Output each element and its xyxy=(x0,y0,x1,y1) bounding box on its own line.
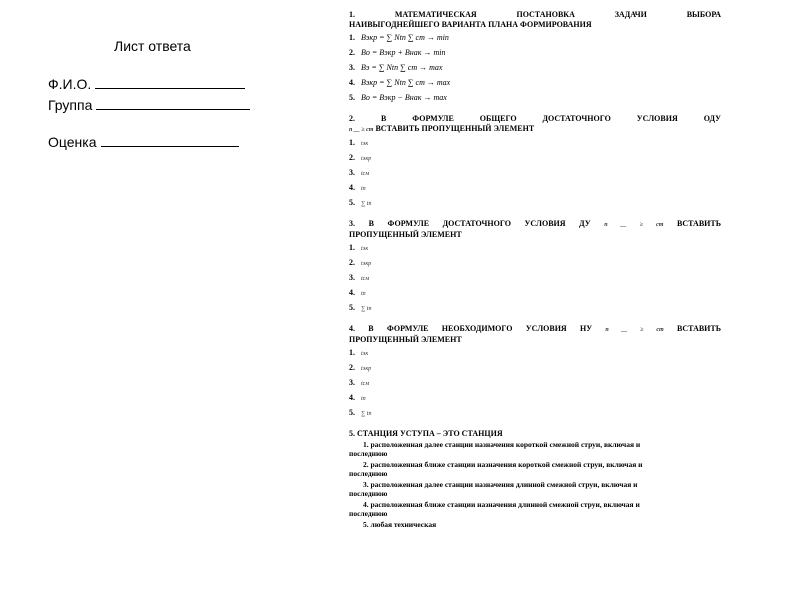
question-3 xyxy=(349,219,721,315)
answer-option[interactable]: 2. расположенная ближе станции назначения короткой смежной струи, включая и последнюю xyxy=(349,460,643,478)
question-1 xyxy=(349,10,721,105)
option[interactable]: 2. Bо = Bэкр + Bнак → min xyxy=(349,48,446,57)
sheet-title: Лист ответа xyxy=(114,38,191,54)
option[interactable]: 1. tэк xyxy=(349,138,369,147)
question-5 xyxy=(349,429,721,530)
question-4-head-line2: ПРОПУЩЕННЫЙ ЭЛЕМЕНТ xyxy=(349,335,462,344)
question-1-head-line2: НАИВЫГОДНЕЙШЕГО ВАРИАНТА ПЛАНА ФОРМИРОВАНИЯ xyxy=(349,20,592,29)
option[interactable]: 1. tэк xyxy=(349,243,369,252)
fio-field[interactable] xyxy=(48,75,245,92)
group-underline[interactable] xyxy=(96,96,250,110)
grade-underline[interactable] xyxy=(101,133,239,147)
fio-underline[interactable] xyxy=(95,75,245,89)
option[interactable]: 2. tэкр xyxy=(349,153,372,162)
option[interactable]: 4. tn xyxy=(349,183,366,192)
question-3-head-line1: 3. В ФОРМУЛЕ ДОСТАТОЧНОГО УСЛОВИЯ ДУ n __ ≥ cm ВСТАВИТЬ xyxy=(349,219,722,228)
option[interactable]: 5. Bо = Bэкр − Bнак → max xyxy=(349,93,447,102)
grade-label: Оценка xyxy=(48,134,97,150)
option[interactable]: 3. tсм xyxy=(349,168,370,177)
question-5-head: 5. СТАНЦИЯ УСТУПА – ЭТО СТАНЦИЯ xyxy=(349,429,503,438)
question-4-head-line1: 4. В ФОРМУЛЕ НЕОБХОДИМОГО УСЛОВИЯ НУ n __ ≥ cm ВСТАВИТЬ xyxy=(349,324,722,333)
option[interactable]: 5. ∑ tn xyxy=(349,303,372,312)
option[interactable]: 5. ∑ tn xyxy=(349,198,372,207)
test-questions xyxy=(349,10,721,539)
question-4 xyxy=(349,324,721,420)
question-1-head-line1: 1. МАТЕМАТИЧЕСКАЯ ПОСТАНОВКА ЗАДАЧИ ВЫБОРА xyxy=(349,10,721,19)
answer-option[interactable]: 4. расположенная ближе станции назначения длинной смежной струи, включая и последнюю xyxy=(349,500,640,518)
question-3-head-line2: ПРОПУЩЕННЫЙ ЭЛЕМЕНТ xyxy=(349,230,462,239)
group-label: Группа xyxy=(48,97,93,113)
grade-field[interactable] xyxy=(48,133,239,150)
question-2-head-line1: 2. В ФОРМУЛЕ ОБЩЕГО ДОСТАТОЧНОГО УСЛОВИЯ ОДУ xyxy=(349,114,721,123)
group-field[interactable] xyxy=(48,96,250,113)
option[interactable]: 1. tэк xyxy=(349,348,369,357)
option[interactable]: 4. tn xyxy=(349,393,366,402)
option[interactable]: 1. Bэкр = ∑ Ntn ∑ cm → min xyxy=(349,33,449,42)
option[interactable]: 3. tсм xyxy=(349,378,370,387)
option[interactable]: 3. Bэ = ∑ Ntn ∑ cm → max xyxy=(349,63,443,72)
option[interactable]: 4. Bэкр = ∑ Ntn ∑ cm → max xyxy=(349,78,451,87)
answer-option[interactable]: 3. расположенная далее станции назначения длинной смежной струи, включая и последнюю xyxy=(349,480,638,498)
answer-option[interactable]: 5. любая техническая xyxy=(363,520,437,529)
option[interactable]: 3. tсм xyxy=(349,273,370,282)
answer-option[interactable]: 1. расположенная далее станции назначения короткой смежной струи, включая и последнюю xyxy=(349,440,641,458)
option[interactable]: 2. tэкр xyxy=(349,258,372,267)
question-2 xyxy=(349,114,721,210)
option[interactable]: 2. tэкр xyxy=(349,363,372,372)
option[interactable]: 4. tn xyxy=(349,288,366,297)
fio-label: Ф.И.О. xyxy=(48,76,92,92)
question-2-head-line2: n __ ≥ cm ВСТАВИТЬ ПРОПУЩЕННЫЙ ЭЛЕМЕНТ xyxy=(349,124,535,133)
option[interactable]: 5. ∑ tn xyxy=(349,408,372,417)
